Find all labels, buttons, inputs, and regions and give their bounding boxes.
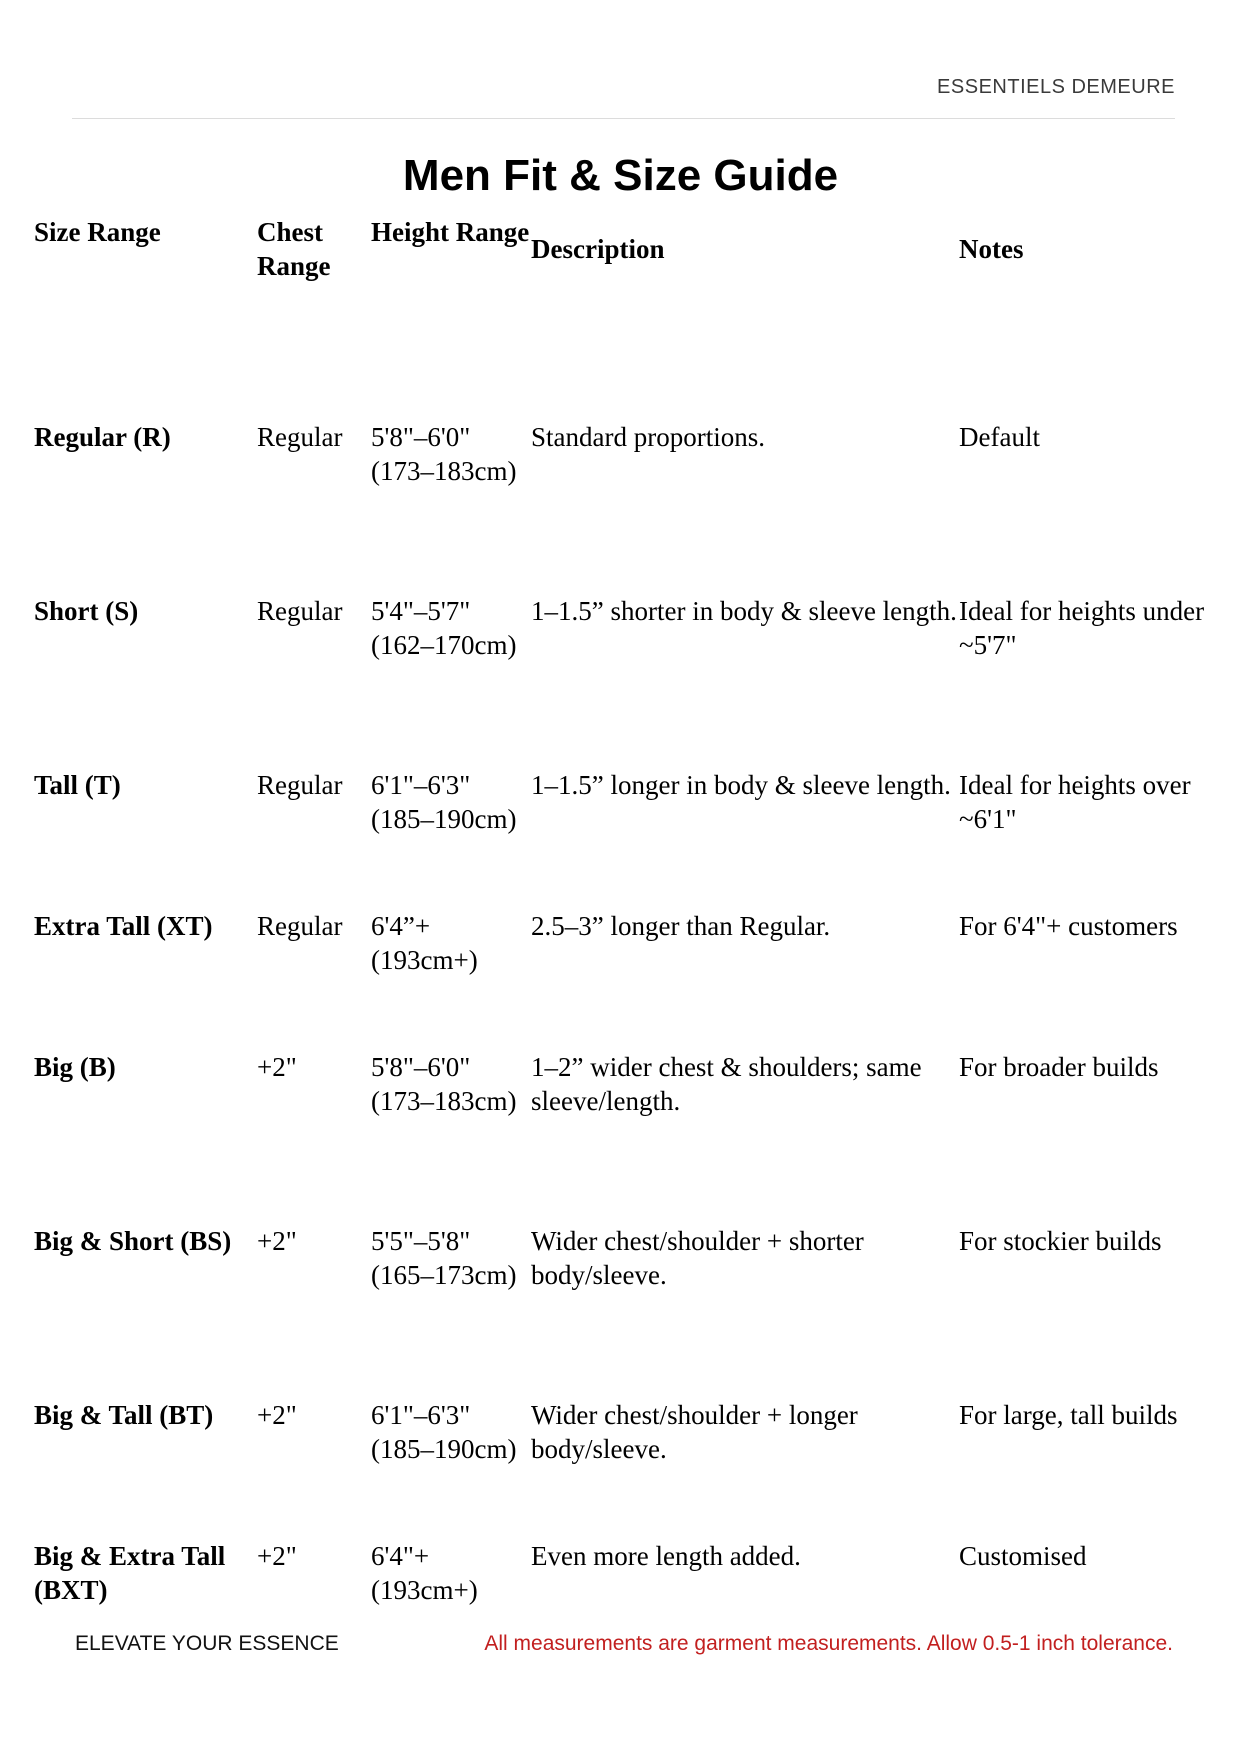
description-cell: 1–1.5” shorter in body & sleeve length. xyxy=(531,596,957,626)
notes-cell: Customised xyxy=(959,1541,1087,1571)
table-header-row xyxy=(34,215,1219,420)
chest-cell: +2" xyxy=(257,1400,297,1430)
description-cell: Wider chest/shoulder + longer body/sleeve. xyxy=(531,1400,858,1464)
size-cell: Extra Tall (XT) xyxy=(34,911,213,941)
notes-cell: For large, tall builds xyxy=(959,1400,1178,1430)
height-cell: 5'8"–6'0" (173–183cm) xyxy=(371,422,517,486)
description-cell: Standard proportions. xyxy=(531,422,765,452)
header-divider xyxy=(72,118,1175,119)
chest-cell: +2" xyxy=(257,1541,297,1571)
size-guide-table xyxy=(34,215,1219,1607)
notes-cell: For stockier builds xyxy=(959,1226,1162,1256)
height-cell: 5'8"–6'0" (173–183cm) xyxy=(371,1052,517,1116)
description-cell: 1–2” wider chest & shoulders; same sleeve/length. xyxy=(531,1052,922,1116)
height-cell: 5'5"–5'8" (165–173cm) xyxy=(371,1226,517,1290)
table-row xyxy=(34,1539,1219,1607)
description-cell: Even more length added. xyxy=(531,1541,801,1571)
column-header-description: Description xyxy=(531,234,665,264)
table-row xyxy=(34,1050,1219,1224)
height-cell: 6'4”+ (193cm+) xyxy=(371,911,478,975)
column-header-notes: Notes xyxy=(959,234,1024,264)
notes-cell: For broader builds xyxy=(959,1052,1159,1082)
height-cell: 6'1"–6'3" (185–190cm) xyxy=(371,1400,517,1464)
notes-cell: Ideal for heights under ~5'7" xyxy=(959,596,1205,660)
chest-cell: Regular xyxy=(257,911,343,941)
column-header-height-range: Height Range xyxy=(371,217,530,247)
table-row xyxy=(34,768,1219,909)
table-row xyxy=(34,1224,1219,1398)
height-cell: 6'1"–6'3" (185–190cm) xyxy=(371,770,517,834)
height-cell: 6'4"+ (193cm+) xyxy=(371,1541,478,1605)
size-cell: Regular (R) xyxy=(34,422,171,452)
size-cell: Big & Extra Tall (BXT) xyxy=(34,1541,226,1605)
size-cell: Big & Short (BS) xyxy=(34,1226,232,1256)
column-header-chest-range: Chest Range xyxy=(257,217,331,281)
description-cell: Wider chest/shoulder + shorter body/sleeve. xyxy=(531,1226,864,1290)
table-row xyxy=(34,420,1219,594)
brand-name: ESSENTIELS DEMEURE xyxy=(937,76,1175,98)
size-cell: Big & Tall (BT) xyxy=(34,1400,214,1430)
table-row xyxy=(34,909,1219,1050)
footer-tagline: ELEVATE YOUR ESSENCE xyxy=(75,1632,339,1655)
table-row xyxy=(34,594,1219,768)
notes-cell: Ideal for heights over ~6'1" xyxy=(959,770,1191,834)
notes-cell: Default xyxy=(959,422,1040,452)
size-cell: Tall (T) xyxy=(34,770,121,800)
chest-cell: Regular xyxy=(257,596,343,626)
chest-cell: Regular xyxy=(257,770,343,800)
size-cell: Short (S) xyxy=(34,596,139,626)
table-row xyxy=(34,1398,1219,1539)
description-cell: 1–1.5” longer in body & sleeve length. xyxy=(531,770,951,800)
chest-cell: +2" xyxy=(257,1226,297,1256)
chest-cell: +2" xyxy=(257,1052,297,1082)
page-title: Men Fit & Size Guide xyxy=(402,151,839,200)
height-cell: 5'4"–5'7" (162–170cm) xyxy=(371,596,517,660)
notes-cell: For 6'4"+ customers xyxy=(959,911,1178,941)
chest-cell: Regular xyxy=(257,422,343,452)
footer-disclaimer: All measurements are garment measurements. Allow 0.5-1 inch tolerance. xyxy=(484,1632,1173,1655)
size-cell: Big (B) xyxy=(34,1052,116,1082)
description-cell: 2.5–3” longer than Regular. xyxy=(531,911,831,941)
column-header-size-range: Size Range xyxy=(34,217,161,247)
